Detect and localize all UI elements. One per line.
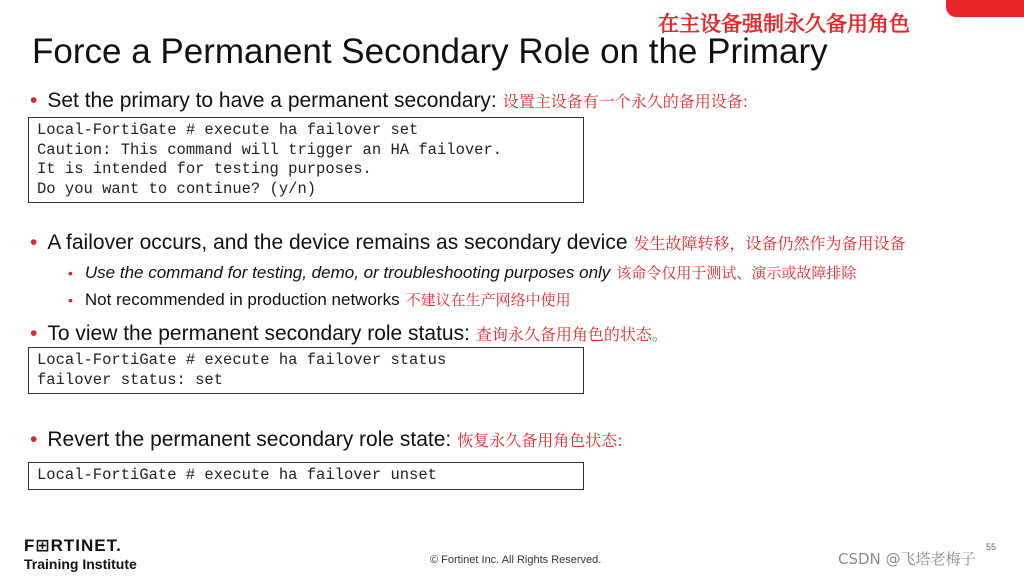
bullet-text: A failover occurs, and the device remains as secondary device [47,231,628,254]
chinese-title: 在主设备强制永久备用角色 [658,12,910,36]
bullet-revert-state [30,428,623,452]
corner-accent [946,0,1024,17]
bullet-text: Set the primary to have a permanent secondary: [47,89,497,112]
bullet-set-permanent-secondary [30,89,748,113]
page-number: 55 [986,542,997,552]
copyright-notice: © Fortinet Inc. All Rights Reserved. [430,554,602,566]
code-block-failover-set [28,117,584,203]
code-line: It is intended for testing purposes. [37,160,372,178]
subbullet-text: Not recommended in production networks [84,290,400,309]
code-line: Caution: This command will trigger an HA failover. [37,140,503,159]
code-block-failover-unset [28,462,584,490]
bullet-dot: • [30,89,38,112]
bullet-translation: 设置主设备有一个永久的备用设备: [502,92,749,111]
bullet-dot: • [30,322,38,345]
training-institute-label: Training Institute [24,556,137,572]
code-line: Local-FortiGate # execute ha failover unset [37,466,437,484]
bullet-dot: • [68,292,73,308]
subbullet-testing-only [68,262,856,283]
bullet-translation: 查询永久备用角色的状态。 [475,325,668,344]
code-line: Local-FortiGate # execute ha failover status [37,351,447,369]
bullet-translation: 恢复永久备用角色状态: [457,431,623,450]
csdn-watermark: CSDN @飞塔老梅子 [838,550,976,568]
subbullet-translation: 该命令仅用于测试、演示或故障排除 [616,264,857,282]
fortinet-logo: F⊞RTINET. [24,536,122,555]
code-line: failover status: set [37,370,224,389]
slide-title: Force a Permanent Secondary Role on the Primary [32,32,828,71]
bullet-text: To view the permanent secondary role status: [47,322,470,345]
subbullet-translation: 不建议在生产网络中使用 [405,291,571,309]
code-line: Do you want to continue? (y/n) [37,179,317,198]
subbullet-text: Use the command for testing, demo, or troubleshooting purposes only [84,263,611,282]
bullet-dot: • [30,231,38,254]
subbullet-not-recommended [68,289,571,310]
bullet-view-status [30,322,668,346]
bullet-dot: • [68,265,73,281]
bullet-failover-occurs [30,231,906,255]
bullet-translation: 发生故障转移，设备仍然作为备用设备 [633,234,906,253]
bullet-text: Revert the permanent secondary role state: [47,428,452,451]
bullet-dot: • [30,428,38,451]
code-line: Local-FortiGate # execute ha failover set [37,121,419,139]
code-block-failover-status [28,347,584,394]
